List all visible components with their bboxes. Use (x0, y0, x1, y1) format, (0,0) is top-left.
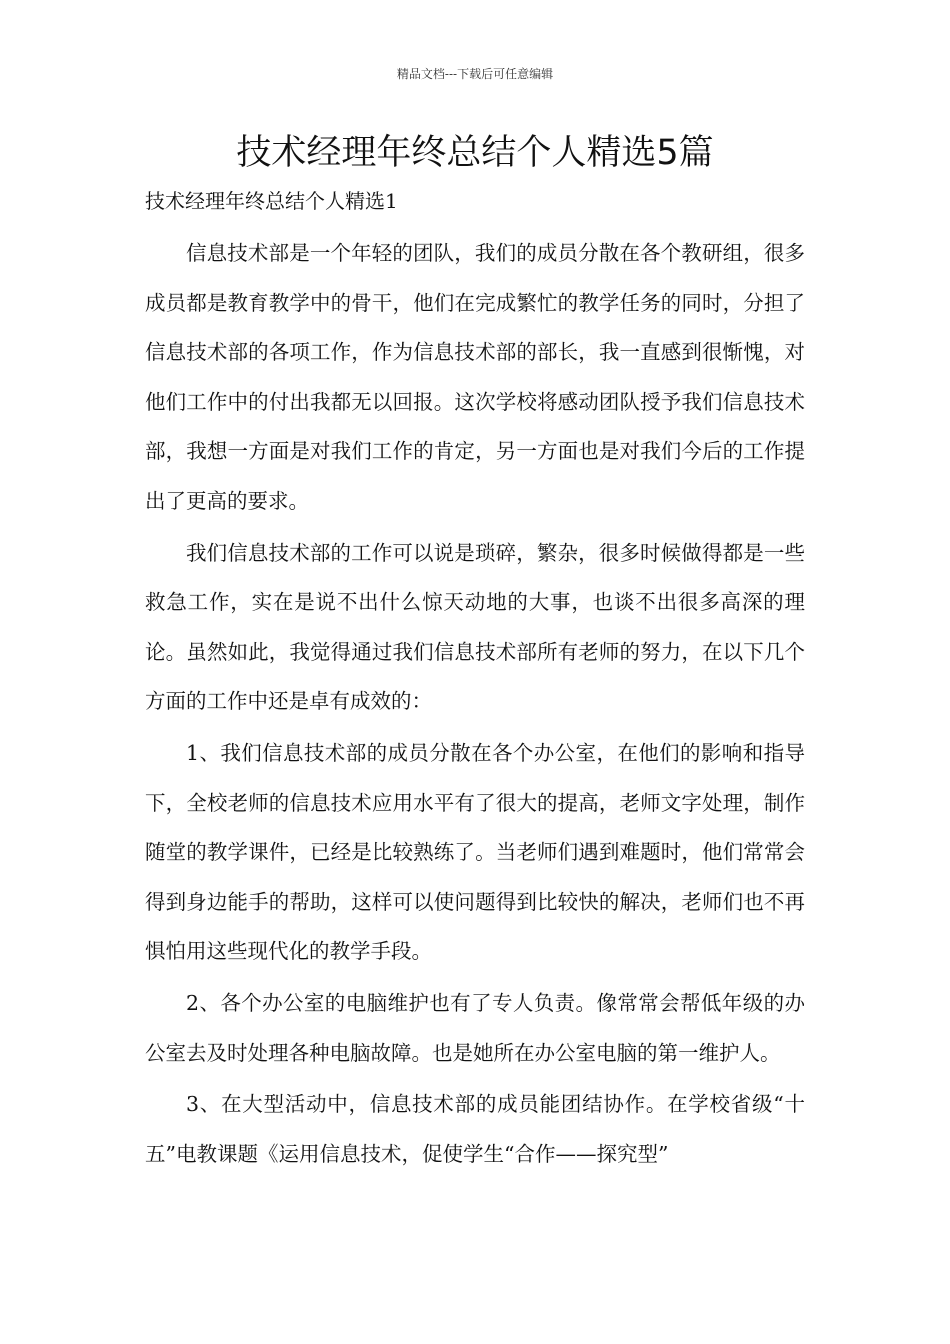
document-title: 技术经理年终总结个人精选5篇 (236, 133, 714, 173)
header-note: 精品文档---下载后可任意编辑 (396, 67, 554, 81)
paragraph: 我们信息技术部的工作可以说是琐碎，繁杂，很多时候做得都是一些救急工作，实在是说不出什么惊天动地的大事，也谈不出很多高深的理论。虽然如此，我觉得通过我们信息技术部所有老师的努力，在以下几个方面的工作中还是卓有成效的： (145, 540, 805, 714)
paragraph: 2、各个办公室的电脑维护也有了专人负责。像常常会帮低年级的办公室去及时处理各种电脑故障。也是她所在办公室电脑的第一维护人。 (145, 990, 805, 1065)
section-heading: 技术经理年终总结个人精选1 (145, 189, 398, 213)
paragraph: 3、在大型活动中，信息技术部的成员能团结协作。在学校省级“十五”电教课题《运用信息技术，促使学生“合作——探究型” (145, 1092, 805, 1166)
paragraph: 1、我们信息技术部的成员分散在各个办公室，在他们的影响和指导下，全校老师的信息技术应用水平有了很大的提高，老师文字处理，制作随堂的教学课件，已经是比较熟练了。当老师们遇到难题时，他们常常会得到身边能手的帮助，这样可以使问题得到比较快的解决，老师们也不再惧怕用这些现代化的教学手段。 (145, 740, 805, 964)
paragraph: 信息技术部是一个年轻的团队，我们的成员分散在各个教研组，很多成员都是教育教学中的骨干，他们在完成繁忙的教学任务的同时，分担了信息技术部的各项工作，作为信息技术部的部长，我一直感到很惭愧，对他们工作中的付出我都无以回报。这次学校将感动团队授予我们信息技术部，我想一方面是对我们工作的肯定，另一方面也是对我们今后的工作提出了更高的要求。 (145, 241, 805, 513)
document-body (145, 229, 805, 1181)
